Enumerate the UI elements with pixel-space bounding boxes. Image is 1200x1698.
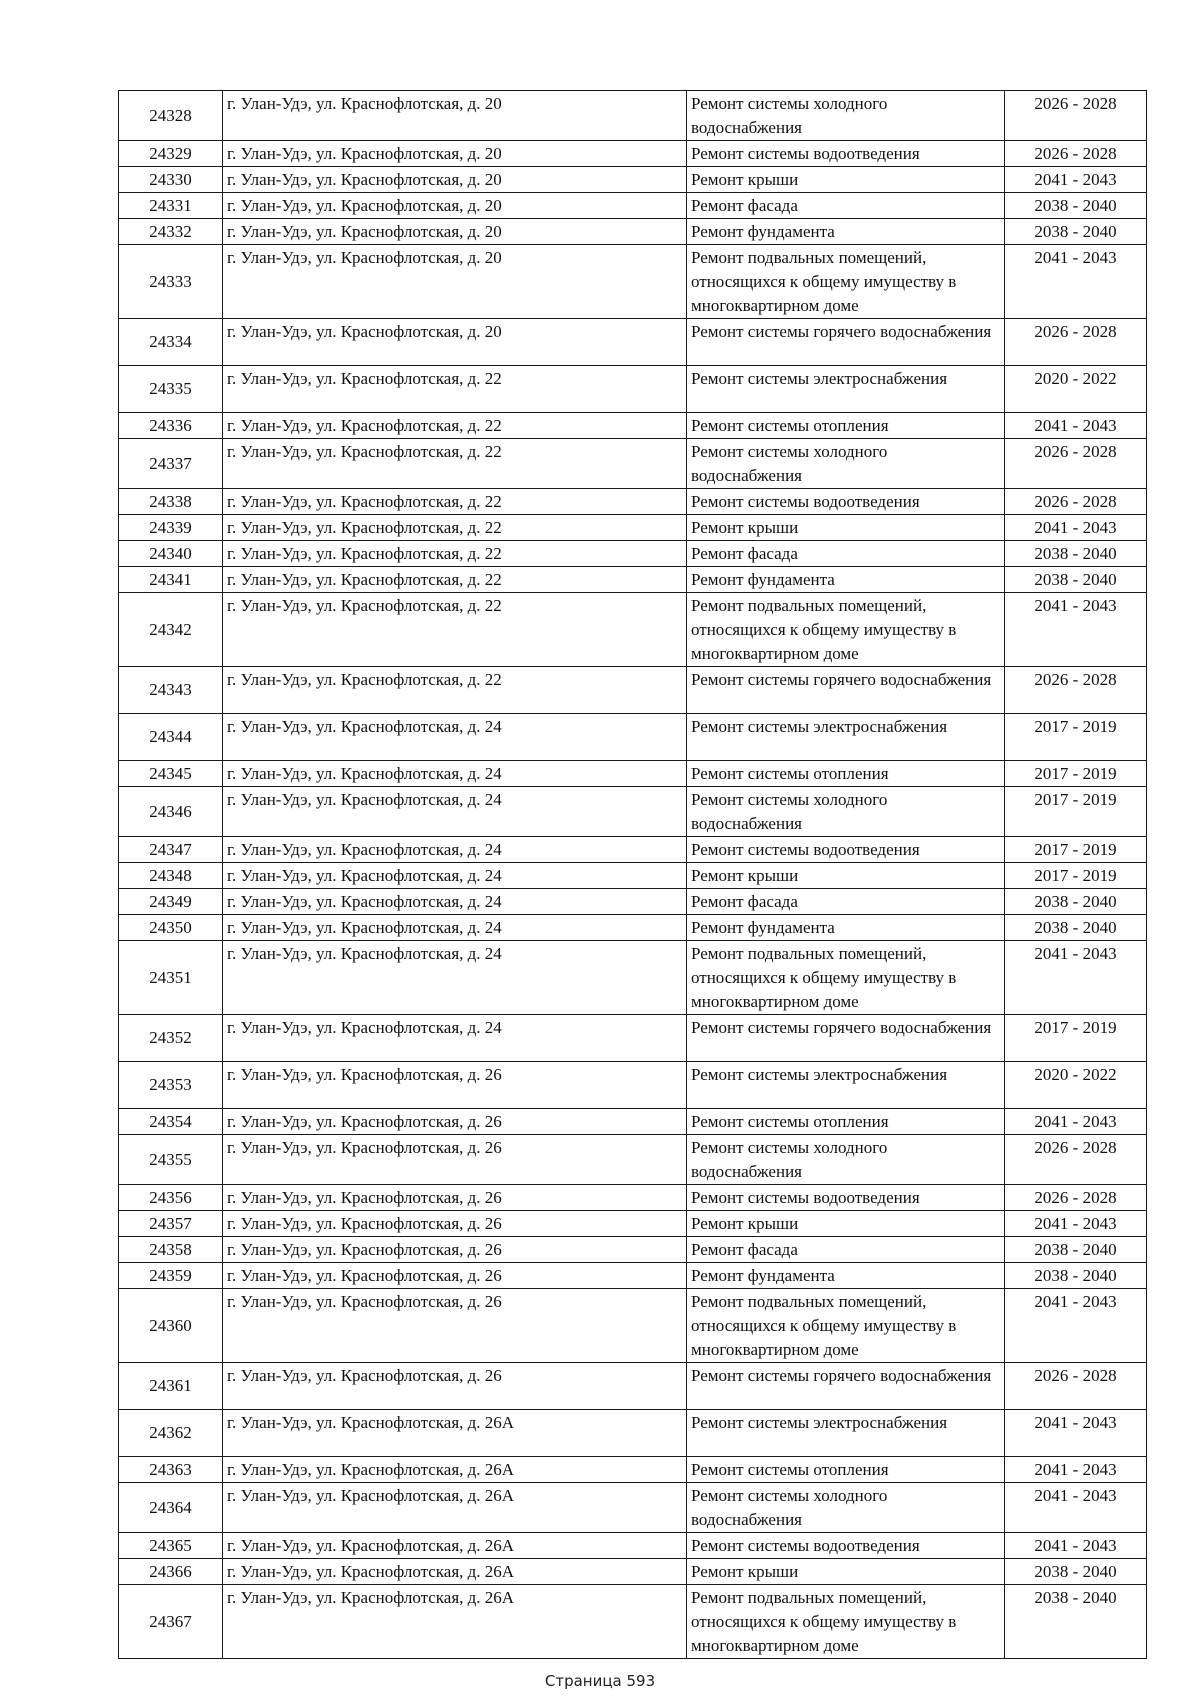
period-cell: 2041 - 2043 (1005, 515, 1147, 541)
row-number-cell: 24333 (119, 245, 223, 319)
row-number-cell: 24336 (119, 413, 223, 439)
address-cell: г. Улан-Удэ, ул. Краснофлотская, д. 24 (223, 1015, 687, 1062)
address-cell: г. Улан-Удэ, ул. Краснофлотская, д. 20 (223, 193, 687, 219)
address-cell: г. Улан-Удэ, ул. Краснофлотская, д. 26А (223, 1559, 687, 1585)
table-row (119, 1363, 1147, 1410)
period-cell: 2017 - 2019 (1005, 1015, 1147, 1062)
table-row (119, 91, 1147, 141)
row-number-cell: 24367 (119, 1585, 223, 1659)
table-row (119, 1559, 1147, 1585)
row-number-cell: 24364 (119, 1483, 223, 1533)
period-cell: 2026 - 2028 (1005, 91, 1147, 141)
work-type-cell: Ремонт фундамента (687, 567, 1005, 593)
work-type-cell: Ремонт фундамента (687, 1263, 1005, 1289)
row-number-cell: 24346 (119, 787, 223, 837)
table-row (119, 941, 1147, 1015)
work-type-cell: Ремонт фасада (687, 1237, 1005, 1263)
table-row (119, 219, 1147, 245)
work-type-cell: Ремонт системы электроснабжения (687, 1410, 1005, 1457)
period-cell: 2041 - 2043 (1005, 1289, 1147, 1363)
work-type-cell: Ремонт системы водоотведения (687, 1185, 1005, 1211)
period-cell: 2026 - 2028 (1005, 439, 1147, 489)
table-row (119, 413, 1147, 439)
period-cell: 2038 - 2040 (1005, 1559, 1147, 1585)
row-number-cell: 24341 (119, 567, 223, 593)
row-number-cell: 24359 (119, 1263, 223, 1289)
address-cell: г. Улан-Удэ, ул. Краснофлотская, д. 20 (223, 245, 687, 319)
work-type-cell: Ремонт системы водоотведения (687, 489, 1005, 515)
work-type-cell: Ремонт системы отопления (687, 761, 1005, 787)
table-row (119, 1410, 1147, 1457)
work-type-cell: Ремонт системы холодного водоснабжения (687, 1483, 1005, 1533)
address-cell: г. Улан-Удэ, ул. Краснофлотская, д. 24 (223, 863, 687, 889)
work-type-cell: Ремонт системы водоотведения (687, 837, 1005, 863)
row-number-cell: 24360 (119, 1289, 223, 1363)
work-type-cell: Ремонт крыши (687, 167, 1005, 193)
period-cell: 2038 - 2040 (1005, 193, 1147, 219)
table-row (119, 787, 1147, 837)
row-number-cell: 24344 (119, 714, 223, 761)
period-cell: 2017 - 2019 (1005, 714, 1147, 761)
table-row (119, 1185, 1147, 1211)
table-row (119, 567, 1147, 593)
address-cell: г. Улан-Удэ, ул. Краснофлотская, д. 26А (223, 1533, 687, 1559)
table-row (119, 667, 1147, 714)
capital-repair-table (118, 90, 1147, 1659)
period-cell: 2017 - 2019 (1005, 837, 1147, 863)
work-type-cell: Ремонт системы электроснабжения (687, 1062, 1005, 1109)
address-cell: г. Улан-Удэ, ул. Краснофлотская, д. 26А (223, 1585, 687, 1659)
period-cell: 2041 - 2043 (1005, 413, 1147, 439)
address-cell: г. Улан-Удэ, ул. Краснофлотская, д. 20 (223, 91, 687, 141)
row-number-cell: 24351 (119, 941, 223, 1015)
row-number-cell: 24343 (119, 667, 223, 714)
period-cell: 2041 - 2043 (1005, 245, 1147, 319)
period-cell: 2026 - 2028 (1005, 319, 1147, 366)
work-type-cell: Ремонт системы электроснабжения (687, 714, 1005, 761)
row-number-cell: 24328 (119, 91, 223, 141)
row-number-cell: 24355 (119, 1135, 223, 1185)
period-cell: 2041 - 2043 (1005, 167, 1147, 193)
row-number-cell: 24347 (119, 837, 223, 863)
address-cell: г. Улан-Удэ, ул. Краснофлотская, д. 20 (223, 167, 687, 193)
work-type-cell: Ремонт системы отопления (687, 1457, 1005, 1483)
table-row (119, 837, 1147, 863)
address-cell: г. Улан-Удэ, ул. Краснофлотская, д. 20 (223, 141, 687, 167)
work-type-cell: Ремонт подвальных помещений, относящихся к общему имуществу в многоквартирном доме (687, 1289, 1005, 1363)
table-row (119, 1015, 1147, 1062)
period-cell: 2041 - 2043 (1005, 593, 1147, 667)
row-number-cell: 24366 (119, 1559, 223, 1585)
period-cell: 2026 - 2028 (1005, 1135, 1147, 1185)
period-cell: 2038 - 2040 (1005, 219, 1147, 245)
row-number-cell: 24352 (119, 1015, 223, 1062)
work-type-cell: Ремонт фасада (687, 541, 1005, 567)
table-row (119, 439, 1147, 489)
address-cell: г. Улан-Удэ, ул. Краснофлотская, д. 22 (223, 413, 687, 439)
row-number-cell: 24357 (119, 1211, 223, 1237)
work-type-cell: Ремонт крыши (687, 515, 1005, 541)
period-cell: 2017 - 2019 (1005, 761, 1147, 787)
period-cell: 2020 - 2022 (1005, 366, 1147, 413)
address-cell: г. Улан-Удэ, ул. Краснофлотская, д. 26 (223, 1263, 687, 1289)
address-cell: г. Улан-Удэ, ул. Краснофлотская, д. 26А (223, 1457, 687, 1483)
row-number-cell: 24339 (119, 515, 223, 541)
work-type-cell: Ремонт подвальных помещений, относящихся к общему имуществу в многоквартирном доме (687, 245, 1005, 319)
period-cell: 2017 - 2019 (1005, 787, 1147, 837)
period-cell: 2038 - 2040 (1005, 915, 1147, 941)
work-type-cell: Ремонт системы холодного водоснабжения (687, 787, 1005, 837)
address-cell: г. Улан-Удэ, ул. Краснофлотская, д. 26 (223, 1211, 687, 1237)
work-type-cell: Ремонт системы электроснабжения (687, 366, 1005, 413)
table-row (119, 1483, 1147, 1533)
address-cell: г. Улан-Удэ, ул. Краснофлотская, д. 20 (223, 219, 687, 245)
table-row (119, 915, 1147, 941)
address-cell: г. Улан-Удэ, ул. Краснофлотская, д. 26А (223, 1483, 687, 1533)
period-cell: 2020 - 2022 (1005, 1062, 1147, 1109)
work-type-cell: Ремонт системы горячего водоснабжения (687, 667, 1005, 714)
table-row (119, 193, 1147, 219)
row-number-cell: 24350 (119, 915, 223, 941)
period-cell: 2026 - 2028 (1005, 1185, 1147, 1211)
row-number-cell: 24338 (119, 489, 223, 515)
work-type-cell: Ремонт подвальных помещений, относящихся к общему имуществу в многоквартирном доме (687, 593, 1005, 667)
period-cell: 2041 - 2043 (1005, 1533, 1147, 1559)
period-cell: 2026 - 2028 (1005, 1363, 1147, 1410)
work-type-cell: Ремонт крыши (687, 863, 1005, 889)
table-row (119, 1289, 1147, 1363)
period-cell: 2038 - 2040 (1005, 567, 1147, 593)
row-number-cell: 24331 (119, 193, 223, 219)
address-cell: г. Улан-Удэ, ул. Краснофлотская, д. 24 (223, 941, 687, 1015)
address-cell: г. Улан-Удэ, ул. Краснофлотская, д. 26 (223, 1289, 687, 1363)
period-cell: 2038 - 2040 (1005, 1237, 1147, 1263)
row-number-cell: 24356 (119, 1185, 223, 1211)
table-row (119, 1062, 1147, 1109)
work-type-cell: Ремонт фасада (687, 193, 1005, 219)
row-number-cell: 24363 (119, 1457, 223, 1483)
table-row (119, 889, 1147, 915)
table-row (119, 167, 1147, 193)
address-cell: г. Улан-Удэ, ул. Краснофлотская, д. 20 (223, 319, 687, 366)
table-row (119, 245, 1147, 319)
address-cell: г. Улан-Удэ, ул. Краснофлотская, д. 22 (223, 667, 687, 714)
address-cell: г. Улан-Удэ, ул. Краснофлотская, д. 24 (223, 787, 687, 837)
row-number-cell: 24342 (119, 593, 223, 667)
row-number-cell: 24340 (119, 541, 223, 567)
address-cell: г. Улан-Удэ, ул. Краснофлотская, д. 26 (223, 1185, 687, 1211)
work-type-cell: Ремонт системы горячего водоснабжения (687, 1363, 1005, 1410)
row-number-cell: 24349 (119, 889, 223, 915)
table-row (119, 593, 1147, 667)
period-cell: 2038 - 2040 (1005, 889, 1147, 915)
address-cell: г. Улан-Удэ, ул. Краснофлотская, д. 22 (223, 489, 687, 515)
table-row (119, 1585, 1147, 1659)
row-number-cell: 24365 (119, 1533, 223, 1559)
table-row (119, 489, 1147, 515)
row-number-cell: 24334 (119, 319, 223, 366)
work-type-cell: Ремонт системы водоотведения (687, 141, 1005, 167)
table-row (119, 863, 1147, 889)
row-number-cell: 24330 (119, 167, 223, 193)
address-cell: г. Улан-Удэ, ул. Краснофлотская, д. 26 (223, 1363, 687, 1410)
period-cell: 2038 - 2040 (1005, 1263, 1147, 1289)
table-row (119, 1457, 1147, 1483)
table-row (119, 1237, 1147, 1263)
row-number-cell: 24353 (119, 1062, 223, 1109)
period-cell: 2041 - 2043 (1005, 1410, 1147, 1457)
table-row (119, 515, 1147, 541)
table-row (119, 1109, 1147, 1135)
work-type-cell: Ремонт системы горячего водоснабжения (687, 319, 1005, 366)
table-row (119, 366, 1147, 413)
address-cell: г. Улан-Удэ, ул. Краснофлотская, д. 24 (223, 837, 687, 863)
table-row (119, 319, 1147, 366)
address-cell: г. Улан-Удэ, ул. Краснофлотская, д. 22 (223, 541, 687, 567)
work-type-cell: Ремонт подвальных помещений, относящихся к общему имуществу в многоквартирном доме (687, 1585, 1005, 1659)
table-row (119, 761, 1147, 787)
table-row (119, 541, 1147, 567)
work-type-cell: Ремонт крыши (687, 1211, 1005, 1237)
table-row (119, 714, 1147, 761)
period-cell: 2038 - 2040 (1005, 541, 1147, 567)
row-number-cell: 24332 (119, 219, 223, 245)
row-number-cell: 24329 (119, 141, 223, 167)
table-row (119, 1135, 1147, 1185)
address-cell: г. Улан-Удэ, ул. Краснофлотская, д. 22 (223, 593, 687, 667)
work-type-cell: Ремонт фундамента (687, 219, 1005, 245)
address-cell: г. Улан-Удэ, ул. Краснофлотская, д. 22 (223, 366, 687, 413)
period-cell: 2041 - 2043 (1005, 1211, 1147, 1237)
work-type-cell: Ремонт фасада (687, 889, 1005, 915)
address-cell: г. Улан-Удэ, ул. Краснофлотская, д. 24 (223, 915, 687, 941)
address-cell: г. Улан-Удэ, ул. Краснофлотская, д. 26 (223, 1062, 687, 1109)
address-cell: г. Улан-Удэ, ул. Краснофлотская, д. 22 (223, 567, 687, 593)
row-number-cell: 24362 (119, 1410, 223, 1457)
address-cell: г. Улан-Удэ, ул. Краснофлотская, д. 24 (223, 889, 687, 915)
work-type-cell: Ремонт фундамента (687, 915, 1005, 941)
period-cell: 2041 - 2043 (1005, 1109, 1147, 1135)
address-cell: г. Улан-Удэ, ул. Краснофлотская, д. 22 (223, 515, 687, 541)
address-cell: г. Улан-Удэ, ул. Краснофлотская, д. 26 (223, 1135, 687, 1185)
table-row (119, 1263, 1147, 1289)
work-type-cell: Ремонт системы водоотведения (687, 1533, 1005, 1559)
address-cell: г. Улан-Удэ, ул. Краснофлотская, д. 22 (223, 439, 687, 489)
table-row (119, 141, 1147, 167)
period-cell: 2017 - 2019 (1005, 863, 1147, 889)
period-cell: 2026 - 2028 (1005, 141, 1147, 167)
work-type-cell: Ремонт системы холодного водоснабжения (687, 439, 1005, 489)
period-cell: 2026 - 2028 (1005, 489, 1147, 515)
work-type-cell: Ремонт системы отопления (687, 1109, 1005, 1135)
work-type-cell: Ремонт системы горячего водоснабжения (687, 1015, 1005, 1062)
table-body (119, 91, 1147, 1659)
table-row (119, 1211, 1147, 1237)
address-cell: г. Улан-Удэ, ул. Краснофлотская, д. 26А (223, 1410, 687, 1457)
row-number-cell: 24348 (119, 863, 223, 889)
row-number-cell: 24361 (119, 1363, 223, 1410)
address-cell: г. Улан-Удэ, ул. Краснофлотская, д. 24 (223, 761, 687, 787)
work-type-cell: Ремонт системы отопления (687, 413, 1005, 439)
address-cell: г. Улан-Удэ, ул. Краснофлотская, д. 26 (223, 1109, 687, 1135)
work-type-cell: Ремонт системы холодного водоснабжения (687, 91, 1005, 141)
work-type-cell: Ремонт крыши (687, 1559, 1005, 1585)
row-number-cell: 24354 (119, 1109, 223, 1135)
row-number-cell: 24335 (119, 366, 223, 413)
row-number-cell: 24337 (119, 439, 223, 489)
row-number-cell: 24358 (119, 1237, 223, 1263)
address-cell: г. Улан-Удэ, ул. Краснофлотская, д. 26 (223, 1237, 687, 1263)
period-cell: 2041 - 2043 (1005, 1457, 1147, 1483)
table-row (119, 1533, 1147, 1559)
page-number: Страница 593 (544, 1672, 656, 1690)
address-cell: г. Улан-Удэ, ул. Краснофлотская, д. 24 (223, 714, 687, 761)
period-cell: 2038 - 2040 (1005, 1585, 1147, 1659)
period-cell: 2041 - 2043 (1005, 1483, 1147, 1533)
period-cell: 2041 - 2043 (1005, 941, 1147, 1015)
period-cell: 2026 - 2028 (1005, 667, 1147, 714)
work-type-cell: Ремонт системы холодного водоснабжения (687, 1135, 1005, 1185)
row-number-cell: 24345 (119, 761, 223, 787)
work-type-cell: Ремонт подвальных помещений, относящихся к общему имуществу в многоквартирном доме (687, 941, 1005, 1015)
